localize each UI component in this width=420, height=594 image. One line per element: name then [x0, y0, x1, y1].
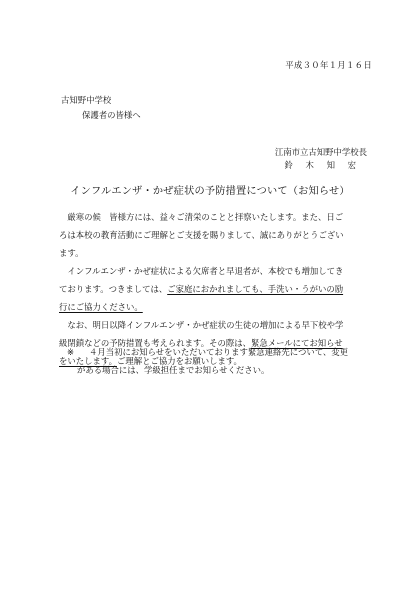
letter-title: インフルエンザ・かぜ症状の予防措置について（お知らせ）	[70, 186, 350, 197]
sender-title: 江南市立古知野中学校長	[274, 147, 367, 157]
paragraph-line: 厳寒の候 皆様方には、益々ご清栄のことと拝察いたします。また、日ご	[59, 212, 344, 222]
paragraph-line: ます。	[59, 248, 84, 258]
note-mark: ※	[67, 347, 75, 357]
recipient-guardians: 保護者の皆様へ	[82, 110, 141, 120]
text-span: 級閉鎖などの予防措置も考えられます。その際は、	[59, 338, 251, 348]
paragraph-line	[59, 298, 365, 316]
note-text: ４月当初にお知らせをいただいております緊急連絡先について、変更	[89, 347, 349, 357]
text-span: ております。つきましては、	[59, 284, 168, 294]
underlined-text: をいたします。	[59, 356, 117, 366]
note-block	[67, 343, 367, 379]
letter-date: 平成３０年１月１６日	[285, 60, 372, 70]
paragraph-line: インフルエンザ・かぜ症状による欠席者と早退者が、本校でも増加してき	[59, 266, 344, 276]
underlined-text: 行にご協力ください。	[59, 302, 143, 312]
text-span: ご理解とご協力をお願いします。	[116, 356, 242, 366]
note-line	[67, 343, 367, 361]
recipient-school: 古知野中学校	[61, 95, 112, 105]
note-line: がある場合には、学級担任までお知らせください。	[77, 365, 270, 375]
paragraph-line: ろは本校の教育活動にご理解とご支援を賜りまして、誠にありがとうござい	[59, 230, 344, 240]
paragraph-line: なお、明日以降インフルエンザ・かぜ症状の生徒の増加による早下校や学	[59, 320, 344, 330]
underlined-text: ご家庭におかれましても、手洗い・うがいの励	[167, 284, 344, 294]
sender-name: 鈴 木 知 宏	[284, 160, 361, 170]
underlined-text: 緊急メールにてお知らせ	[250, 338, 343, 348]
paragraph-line	[59, 280, 365, 298]
